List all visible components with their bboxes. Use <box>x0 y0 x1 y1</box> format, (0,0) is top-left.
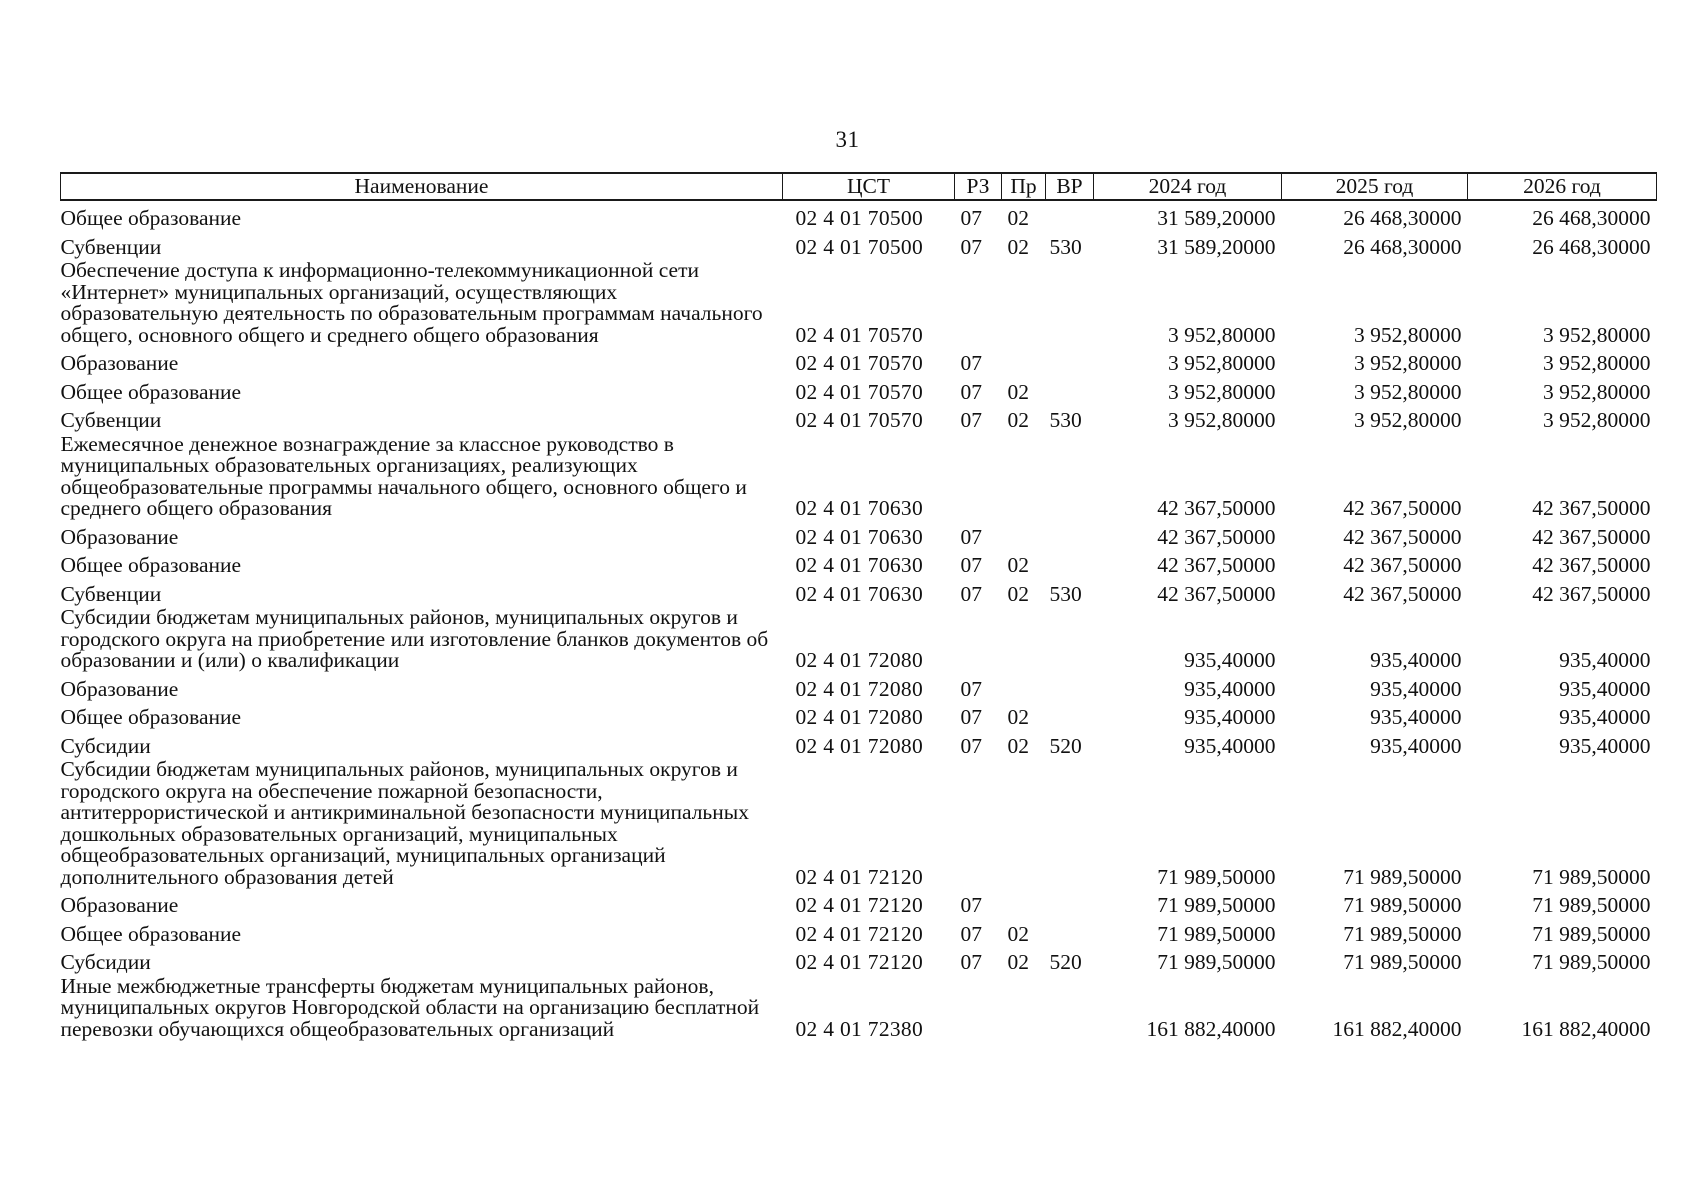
cell-rz: 07 <box>960 351 982 375</box>
cell-cst: 02 4 01 72380 <box>795 1016 924 1041</box>
table-row <box>61 700 1657 729</box>
cell-rz: 07 <box>960 524 982 549</box>
table-row <box>61 577 1657 606</box>
table-row <box>61 403 1657 432</box>
cell-y2024: 71 989,50000 <box>1157 864 1276 889</box>
cell-pr: 02 <box>1007 733 1029 758</box>
cell-y2024: 42 367,50000 <box>1157 496 1276 520</box>
cell-cst: 02 4 01 72120 <box>795 864 924 889</box>
cell-y2026: 71 989,50000 <box>1532 864 1651 889</box>
cell-name: Ежемесячное денежное вознаграждение за классное руководство в муниципальных образовательных организациях, реализующих общеобразовательные программы начального общего, основного общего и среднего общего образования <box>60 431 747 520</box>
cell-rz: 07 <box>960 206 982 230</box>
cell-rz: 07 <box>960 581 982 606</box>
cell-vr <box>1046 974 1094 1041</box>
cell-cst: 02 4 01 72080 <box>795 705 924 729</box>
header-pr: Пр <box>1002 173 1046 200</box>
cell-rz: 07 <box>960 553 982 577</box>
cell-name: Обеспечение доступа к информационно-телекоммуникационной сети «Интернет» муниципальных организаций, осуществляющих образовательную деятельность по образовательным программам начального общего, основного общего и среднего общего образования <box>60 258 763 347</box>
cell-name: Субсидии <box>60 733 151 758</box>
cell-y2025: 3 952,80000 <box>1354 322 1462 347</box>
cell-pr <box>1002 974 1046 1041</box>
cell-pr <box>1002 258 1046 346</box>
cell-y2025: 935,40000 <box>1370 648 1462 672</box>
cell-y2025: 935,40000 <box>1370 676 1462 701</box>
cell-name: Субсидии бюджетам муниципальных районов, муниципальных округов и городского округа на приобретение или изготовление бланков документов об образовании и (или) о квалификации <box>60 605 769 672</box>
cell-y2024: 3 952,80000 <box>1168 379 1276 404</box>
cell-rz: 07 <box>960 676 982 701</box>
cell-name: Общее образование <box>60 921 242 946</box>
cell-cst: 02 4 01 72120 <box>795 921 924 946</box>
cell-y2026: 26 468,30000 <box>1532 234 1651 259</box>
header-2025: 2025 год <box>1282 173 1468 200</box>
cell-y2025: 42 367,50000 <box>1343 553 1462 577</box>
cell-cst: 02 4 01 70570 <box>795 322 924 347</box>
cell-y2025: 71 989,50000 <box>1343 921 1462 946</box>
cell-y2024: 71 989,50000 <box>1157 893 1276 917</box>
cell-vr <box>1046 520 1094 549</box>
cell-y2026: 42 367,50000 <box>1532 524 1651 549</box>
cell-y2026: 42 367,50000 <box>1532 553 1651 577</box>
cell-name: Субвенции <box>60 408 162 432</box>
cell-cst: 02 4 01 72080 <box>795 733 924 758</box>
cell-y2024: 161 882,40000 <box>1146 1016 1276 1041</box>
cell-pr: 02 <box>1007 234 1029 259</box>
cell-vr <box>1046 757 1094 888</box>
cell-rz <box>955 757 1002 888</box>
cell-vr <box>1046 605 1094 672</box>
cell-vr <box>1046 672 1094 701</box>
cell-cst: 02 4 01 72080 <box>795 648 924 672</box>
table-row <box>61 672 1657 701</box>
cell-y2024: 42 367,50000 <box>1157 553 1276 577</box>
cell-y2024: 935,40000 <box>1184 676 1276 701</box>
cell-vr <box>1046 258 1094 346</box>
table-row <box>61 200 1657 230</box>
cell-vr <box>1046 375 1094 404</box>
cell-cst: 02 4 01 70630 <box>795 496 924 520</box>
cell-y2026: 935,40000 <box>1559 733 1651 758</box>
cell-pr: 02 <box>1007 921 1029 946</box>
header-2026: 2026 год <box>1468 173 1657 200</box>
cell-y2025: 161 882,40000 <box>1332 1016 1462 1041</box>
cell-rz: 07 <box>960 234 982 259</box>
cell-y2025: 71 989,50000 <box>1343 950 1462 974</box>
cell-name: Субсидии <box>60 950 151 974</box>
cell-y2026: 3 952,80000 <box>1543 408 1651 432</box>
header-vr: ВР <box>1046 173 1094 200</box>
cell-y2026: 3 952,80000 <box>1543 379 1651 404</box>
cell-rz: 07 <box>960 950 982 974</box>
cell-cst: 02 4 01 72120 <box>795 893 924 917</box>
cell-name: Образование <box>60 676 179 701</box>
cell-vr <box>1046 346 1094 375</box>
table-header <box>61 173 1657 200</box>
cell-y2026: 42 367,50000 <box>1532 581 1651 606</box>
cell-y2024: 71 989,50000 <box>1157 950 1276 974</box>
header-row <box>61 173 1657 200</box>
cell-cst: 02 4 01 70630 <box>795 581 924 606</box>
cell-pr: 02 <box>1007 553 1029 577</box>
cell-y2026: 42 367,50000 <box>1532 496 1651 520</box>
cell-y2026: 935,40000 <box>1559 705 1651 729</box>
cell-y2024: 31 589,20000 <box>1157 234 1276 259</box>
cell-rz <box>955 605 1002 672</box>
cell-y2025: 935,40000 <box>1370 705 1462 729</box>
cell-rz <box>955 974 1002 1041</box>
cell-vr: 530 <box>1049 234 1082 259</box>
table-row <box>61 729 1657 758</box>
cell-name: Общее образование <box>60 206 242 230</box>
cell-cst: 02 4 01 70570 <box>795 408 924 432</box>
table-row <box>61 230 1657 259</box>
cell-cst: 02 4 01 72120 <box>795 950 924 974</box>
table-row <box>61 375 1657 404</box>
cell-cst: 02 4 01 72080 <box>795 676 924 701</box>
cell-cst: 02 4 01 70500 <box>795 206 924 230</box>
cell-pr: 02 <box>1007 705 1029 729</box>
cell-name: Субвенции <box>60 581 162 606</box>
cell-y2024: 935,40000 <box>1184 705 1276 729</box>
cell-rz <box>955 432 1002 520</box>
cell-y2025: 42 367,50000 <box>1343 581 1462 606</box>
cell-rz: 07 <box>960 893 982 917</box>
table-row <box>61 258 1657 346</box>
cell-y2026: 26 468,30000 <box>1532 206 1651 230</box>
cell-y2026: 71 989,50000 <box>1532 921 1651 946</box>
cell-y2025: 42 367,50000 <box>1343 524 1462 549</box>
cell-rz: 07 <box>960 379 982 404</box>
page-number: 31 <box>835 127 860 152</box>
cell-name: Субсидии бюджетам муниципальных районов, муниципальных округов и городского округа на обеспечение пожарной безопасности, антитеррористической и антикриминальной безопасности муниципальных дошкольных образовательных организаций, муниципальных общеобразовательных организаций, муниципальных организаций дополнительного образования детей <box>60 757 749 889</box>
cell-pr <box>1002 672 1046 701</box>
cell-name: Образование <box>60 893 179 917</box>
cell-y2024: 31 589,20000 <box>1157 206 1276 230</box>
table-row <box>61 432 1657 520</box>
cell-y2026: 71 989,50000 <box>1532 893 1651 917</box>
cell-y2024: 3 952,80000 <box>1168 351 1276 375</box>
cell-y2026: 3 952,80000 <box>1543 322 1651 347</box>
header-cst: ЦСТ <box>783 173 955 200</box>
table-row <box>61 520 1657 549</box>
table-row <box>61 945 1657 974</box>
cell-pr <box>1002 888 1046 917</box>
cell-pr: 02 <box>1007 408 1029 432</box>
cell-name: Образование <box>60 351 179 375</box>
cell-name: Общее образование <box>60 705 242 729</box>
cell-name: Общее образование <box>60 379 242 404</box>
cell-y2026: 935,40000 <box>1559 676 1651 701</box>
cell-cst: 02 4 01 70630 <box>795 553 924 577</box>
cell-rz <box>955 258 1002 346</box>
cell-y2025: 26 468,30000 <box>1343 206 1462 230</box>
cell-vr: 530 <box>1049 581 1082 606</box>
cell-y2025: 42 367,50000 <box>1343 496 1462 520</box>
cell-pr <box>1002 432 1046 520</box>
cell-rz: 07 <box>960 408 982 432</box>
header-name: Наименование <box>61 173 783 200</box>
header-rz: РЗ <box>955 173 1002 200</box>
cell-y2024: 71 989,50000 <box>1157 921 1276 946</box>
cell-vr: 520 <box>1049 950 1082 974</box>
cell-y2025: 71 989,50000 <box>1343 893 1462 917</box>
cell-name: Образование <box>60 524 179 549</box>
table-row <box>61 917 1657 946</box>
cell-vr <box>1046 548 1094 577</box>
cell-y2026: 71 989,50000 <box>1532 950 1651 974</box>
table-row <box>61 548 1657 577</box>
cell-pr <box>1002 757 1046 888</box>
cell-cst: 02 4 01 70630 <box>795 524 924 549</box>
table-body <box>61 200 1657 1040</box>
cell-y2025: 3 952,80000 <box>1354 379 1462 404</box>
cell-name: Общее образование <box>60 553 242 577</box>
cell-rz: 07 <box>960 921 982 946</box>
cell-y2024: 42 367,50000 <box>1157 581 1276 606</box>
cell-name: Иные межбюджетные трансферты бюджетам муниципальных районов, муниципальных округов Новгородской области на организацию бесплатной перевозки обучающихся общеобразовательных организаций <box>60 973 760 1041</box>
cell-y2025: 935,40000 <box>1370 733 1462 758</box>
cell-rz: 07 <box>960 705 982 729</box>
table-row <box>61 888 1657 917</box>
table-row <box>61 605 1657 672</box>
cell-cst: 02 4 01 70570 <box>795 379 924 404</box>
cell-vr: 520 <box>1049 733 1082 758</box>
cell-y2024: 3 952,80000 <box>1168 408 1276 432</box>
cell-pr <box>1002 520 1046 549</box>
table-row <box>61 346 1657 375</box>
header-2024: 2024 год <box>1094 173 1282 200</box>
cell-pr: 02 <box>1007 206 1029 230</box>
cell-pr: 02 <box>1007 581 1029 606</box>
cell-cst: 02 4 01 70570 <box>795 351 924 375</box>
cell-y2025: 3 952,80000 <box>1354 408 1462 432</box>
cell-y2026: 161 882,40000 <box>1521 1016 1651 1041</box>
cell-pr: 02 <box>1007 950 1029 974</box>
cell-y2024: 935,40000 <box>1184 733 1276 758</box>
cell-y2024: 42 367,50000 <box>1157 524 1276 549</box>
cell-y2025: 26 468,30000 <box>1343 234 1462 259</box>
cell-y2025: 71 989,50000 <box>1343 864 1462 889</box>
cell-y2026: 935,40000 <box>1559 648 1651 672</box>
cell-vr <box>1046 917 1094 946</box>
cell-name: Субвенции <box>60 234 162 259</box>
cell-vr: 530 <box>1049 408 1082 432</box>
table-row <box>61 757 1657 888</box>
cell-rz: 07 <box>960 733 982 758</box>
table-row <box>61 974 1657 1041</box>
cell-vr <box>1046 200 1094 230</box>
cell-vr <box>1046 888 1094 917</box>
budget-table <box>60 172 1657 1040</box>
cell-vr <box>1046 432 1094 520</box>
cell-cst: 02 4 01 70500 <box>795 234 924 259</box>
cell-y2026: 3 952,80000 <box>1543 351 1651 375</box>
cell-pr <box>1002 346 1046 375</box>
cell-y2024: 3 952,80000 <box>1168 322 1276 347</box>
cell-pr: 02 <box>1007 379 1029 404</box>
cell-pr <box>1002 605 1046 672</box>
cell-vr <box>1046 700 1094 729</box>
cell-y2025: 3 952,80000 <box>1354 351 1462 375</box>
cell-y2024: 935,40000 <box>1184 648 1276 672</box>
